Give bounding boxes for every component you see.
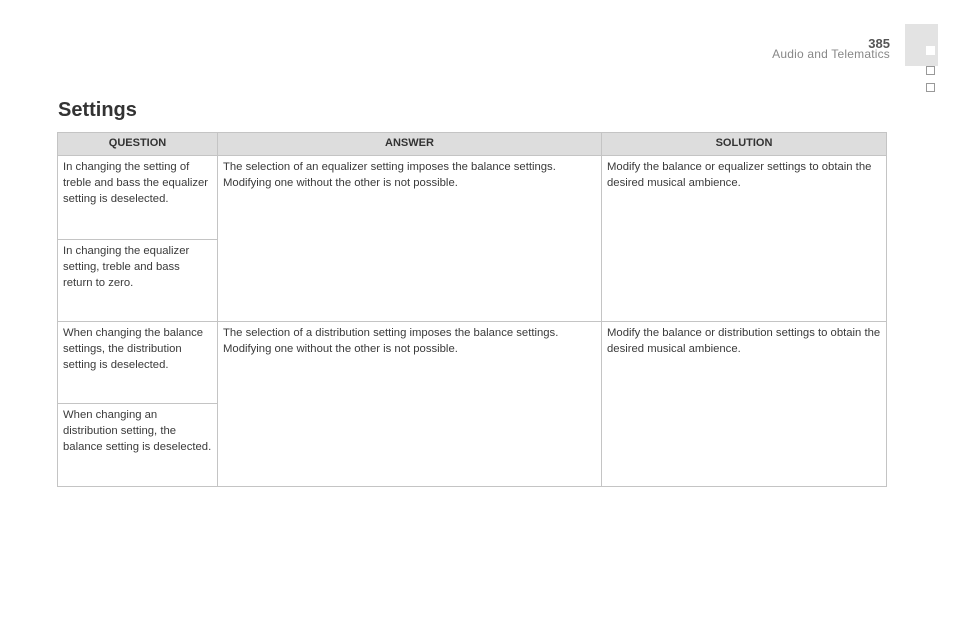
column-header-solution: SOLUTION <box>602 133 887 156</box>
page-title: Settings <box>58 99 137 121</box>
question-cell: When changing the balance settings, the distribution setting is deselected. <box>58 322 218 404</box>
column-header-question: QUESTION <box>58 133 218 156</box>
column-header-answer: ANSWER <box>218 133 602 156</box>
question-cell: When changing an distribution setting, the balance setting is deselected. <box>58 404 218 487</box>
question-cell: In changing the equalizer setting, treble and bass return to zero. <box>58 240 218 322</box>
solution-cell: Modify the balance or equalizer settings to obtain the desired musical ambience. <box>602 156 887 322</box>
page-number: 385 <box>868 36 890 51</box>
solution-cell: Modify the balance or distribution settings to obtain the desired musical ambience. <box>602 322 887 487</box>
chapter-marker <box>926 66 935 75</box>
table-row <box>58 156 887 240</box>
question-cell: In changing the setting of treble and bass the equalizer setting is deselected. <box>58 156 218 240</box>
answer-cell: The selection of an equalizer setting imposes the balance settings. Modifying one without the other is not possible. <box>218 156 602 322</box>
section-name: Audio and Telematics <box>772 47 890 61</box>
answer-cell: The selection of a distribution setting imposes the balance settings. Modifying one without the other is not possible. <box>218 322 602 487</box>
faq-table <box>57 132 887 487</box>
chapter-marker-active <box>926 46 935 55</box>
chapter-tab <box>905 24 938 66</box>
table-header-row <box>58 133 887 156</box>
table-row <box>58 322 887 404</box>
chapter-marker <box>926 83 935 92</box>
